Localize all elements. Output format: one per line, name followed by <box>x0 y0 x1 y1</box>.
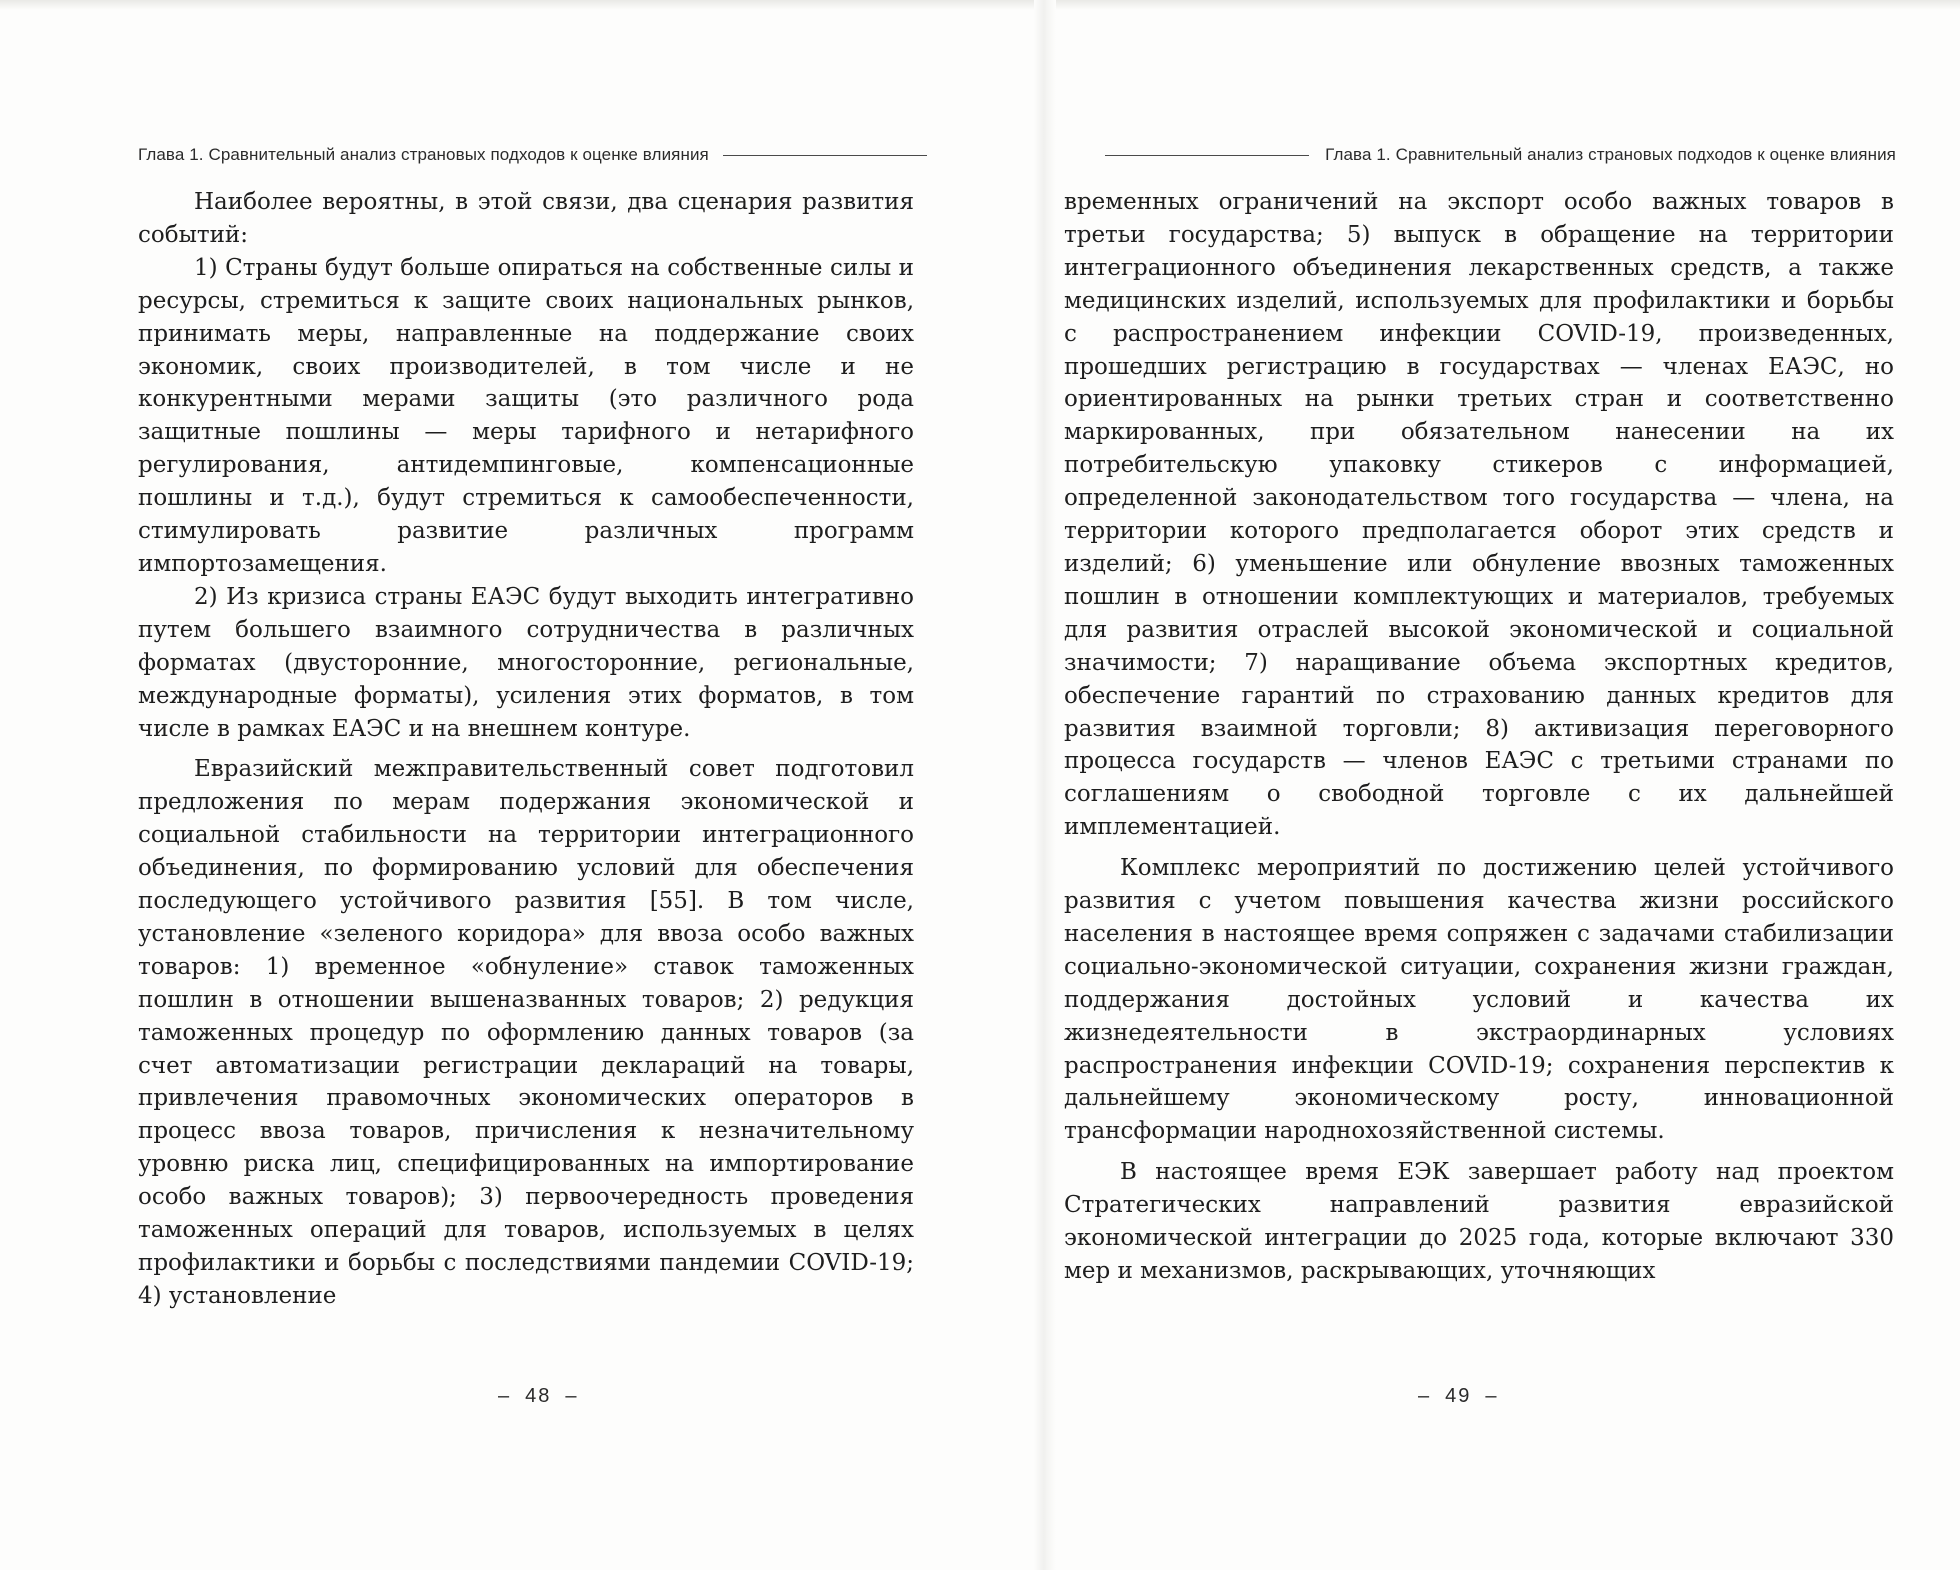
paragraph: Наиболее вероятны, в этой связи, два сценария развития событий: <box>138 189 914 248</box>
page-number: 48 <box>525 1385 552 1407</box>
folio-dash: – <box>498 1385 512 1407</box>
body-text-left <box>138 186 914 1313</box>
book-gutter <box>1034 0 1056 1570</box>
paragraph: временных ограничений на экспорт особо важных товаров в третьи государства; 5) выпуск в обращение на территории интеграционного объединения лекарственных средств, а также медицинских изделий, используемых для профилактики и борьбы с распространением инфекции COVID-19, произведенных, прошедших регистрацию в государствах — членах ЕАЭС, но ориентированных на рынки третьих стран и соответственно маркированных, при обязательном нанесении на их потребительскую упаковку стикеров с информацией, определенной законодательством того государства — члена, на территории которого предполагается оборот этих средств и изделий; 6) уменьшение или обнуление ввозных таможенных пошлин в отношении комплектующих и материалов, требуемых для развития отраслей высокой экономической и социальной значимости; 7) наращивание объема экспортных кредитов, обеспечение гарантий по страхованию данных кредитов для развития взаимной торговли; 8) активизация переговорного процесса государств — членов ЕАЭС с третьими странами по соглашениям о свободной торговле с их дальнейшей имплементацией. <box>1064 189 1894 841</box>
right-page <box>1056 0 1960 1570</box>
running-head-left <box>138 145 910 165</box>
body-text-right <box>1064 186 1894 1288</box>
running-head-rule <box>1105 155 1309 156</box>
running-head-rule <box>723 155 927 156</box>
folio-dash: – <box>565 1385 579 1407</box>
paragraph: 2) Из кризиса страны ЕАЭС будут выходить интегративно путем большего взаимного сотрудничества в различных форматах (двусторонние, многосторонние, региональные, международные форматы), усиления этих форматов, в том числе в рамках ЕАЭС и на внешнем контуре. <box>138 583 914 742</box>
paragraph: 1) Страны будут больше опираться на собственные силы и ресурсы, стремиться к защите своих национальных рынков, принимать меры, направленные на поддержание своих экономик, своих производителей, в том числе и не конкурентными мерами защиты (это различного рода защитные пошлины — меры тарифного и нетарифного регулирования, антидемпинговые, компенсационные пошлины и т.д.), будут стремиться к самообеспеченности, стимулировать развитие различных программ импортозамещения. <box>138 254 914 577</box>
paragraph: Комплекс мероприятий по достижению целей устойчивого развития с учетом повышения качества жизни российского населения в настоящее время сопряжен с задачами стабилизации социально-экономической ситуации, сохранения жизни граждан, поддержания достойных условий и качества их жизнедеятельности в экстраординарных условиях распространения инфекции COVID-19; сохранения перспектив к дальнейшему экономическому росту, инновационной трансформации народнохозяйственной системы. <box>1064 855 1894 1145</box>
running-head-right <box>1066 145 1896 165</box>
page-number-left <box>484 1385 593 1408</box>
page-number: 49 <box>1445 1385 1472 1407</box>
paragraph: В настоящее время ЕЭК завершает работу над проектом Стратегических направлений развития евразийской экономической интеграции до 2025 года, которые включают 330 мер и механизмов, раскрывающих, уточняющих <box>1064 1159 1894 1284</box>
paragraph: Евразийский межправительственный совет подготовил предложения по мерам подержания экономической и социальной стабильности на территории интеграционного объединения, по формированию условий для обеспечения последующего устойчивого развития [55]. В том числе, установление «зеленого коридора» для ввоза особо важных товаров: 1) временное «обнуление» ставок таможенных пошлин в отношении вышеназванных товаров; 2) редукция таможенных процедур по оформлению данных товаров (за счет автоматизации регистрации деклараций на товары, привлечения правомочных экономических операторов в процесс ввоза товаров, причисления к незначительному уровню риска лиц, специфицированных на импортирование особо важных товаров); 3) первоочередность проведения таможенных операций для товаров, используемых в целях профилактики и борьбы с последствиями пандемии COVID-19; 4) установление <box>138 756 914 1309</box>
running-head-text: Глава 1. Сравнительный анализ страновых подходов к оценке влияния <box>138 145 709 164</box>
folio-dash: – <box>1485 1385 1499 1407</box>
folio-dash: – <box>1418 1385 1432 1407</box>
running-head-text: Глава 1. Сравнительный анализ страновых подходов к оценке влияния <box>1325 145 1896 164</box>
page-number-right <box>1404 1385 1513 1408</box>
